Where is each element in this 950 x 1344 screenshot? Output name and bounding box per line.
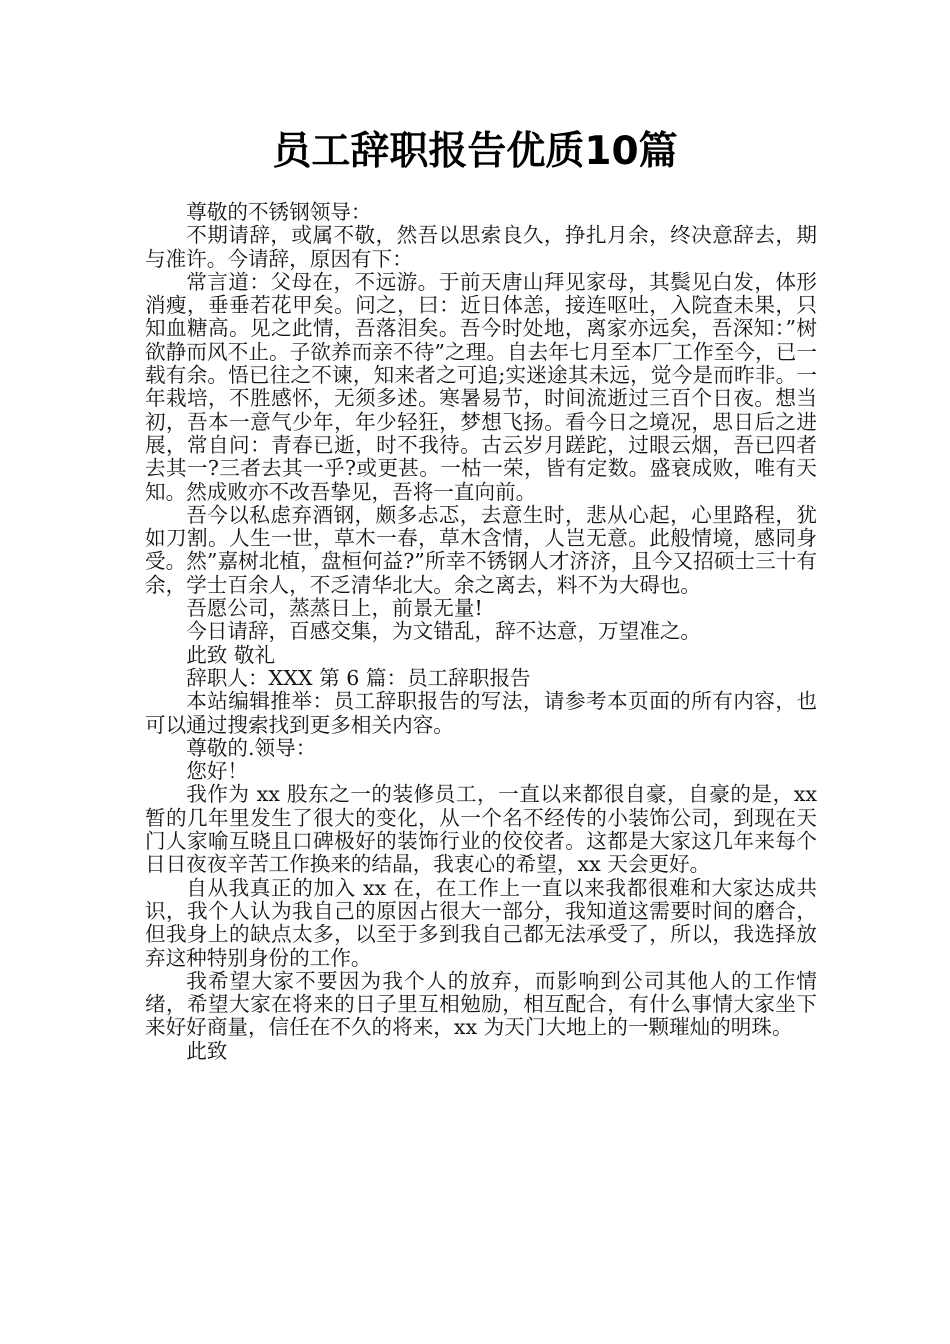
body-paragraph: 吾愿公司，蒸蒸日上，前景无量! (186, 596, 483, 621)
body-paragraph: 吾今以私虑弃酒钢，颇多忐忑，去意生时，悲从心起，心里路程，犹如刀割。人生一世，草木一春，草木含情，人岂无意。此般情境，感同身受。然”嘉树北植，盘桓何益?”所幸不锈钢人才济济，且今又招硕士三十有余，学士百余人，不乏清华北大。余之离去，料不为大碍也。 (145, 502, 817, 597)
closing-line: 此致 敬礼 (186, 642, 276, 667)
body-paragraph: 今日请辞，百感交集，为文错乱，辞不达意，万望准之。 (186, 619, 702, 644)
body-paragraph: 不期请辞，或属不敬，然吾以思索良久，挣扎月余，终决意辞去，期与准许。今请辞，原因有下： (145, 223, 817, 271)
greeting: 您好！ (186, 759, 248, 784)
document-body (145, 201, 817, 1063)
signature-line: 辞职人：XXX 第 6 篇：员工辞职报告 (186, 665, 531, 690)
editor-note: 本站编辑推举：员工辞职报告的写法，请参考本页面的所有内容，也可以通过搜索找到更多相关内容。 (145, 689, 817, 737)
closing-line: 此致 (186, 1038, 228, 1063)
body-paragraph: 自从我真正的加入 xx 在，在工作上一直以来我都很难和大家达成共识，我个人认为我自己的原因占很大一部分，我知道这需要时间的磨合，但我身上的缺点太多，以至于多到我自己都无法承受了，所以，我选择放弃这种特别身份的工作。 (145, 875, 817, 970)
salutation: 尊敬的不锈钢领导： (186, 200, 372, 224)
body-paragraph: 常言道：父母在，不远游。于前天唐山拜见家母，其鬓见白发，体形消瘦，垂垂若花甲矣。问之，曰：近日体恙，接连呕吐，入院查未果，只知血糖高。见之此情，吾落泪矣。吾今时处地，离家亦远矣，吾深知：”树欲静而风不止。子欲养而亲不待”之理。自去年七月至本厂工作至今，已一载有余。悟已往之不谏，知来者之可追;实迷途其未远，觉今是而昨非。一年栽培，不胜感怀，无须多述。寒暑易节，时间流逝过三百个日夜。想当初，吾本一意气少年，年少轻狂，梦想飞扬。看今日之境况，思日后之进展，常自问：青春已逝，时不我待。古云岁月蹉跎，过眼云烟，吾已四者去其一?三者去其一乎?或更甚。一枯一荣，皆有定数。盛衰成败，唯有天知。然成败亦不改吾挚见，吾将一直向前。 (145, 269, 817, 504)
body-paragraph: 我作为 xx 股东之一的装修员工，一直以来都很自豪，自豪的是，xx 暂的几年里发生了很大的变化，从一个名不经传的小装饰公司，到现在天门人家喻互晓且口碑极好的装饰行业的佼佼者。这都是大家这几年来每个日日夜夜辛苦工作换来的结晶，我衷心的希望，xx 天会更好。 (145, 782, 817, 877)
document-title: 员工辞职报告优质10篇 (272, 129, 678, 174)
body-paragraph: 我希望大家不要因为我个人的放弃，而影响到公司其他人的工作情绪，希望大家在将来的日子里互相勉励，相互配合，有什么事情大家坐下来好好商量，信任在不久的将来，xx 为天门大地上的一颗璀灿的明珠。 (145, 968, 817, 1040)
salutation: 尊敬的.领导： (186, 735, 317, 760)
